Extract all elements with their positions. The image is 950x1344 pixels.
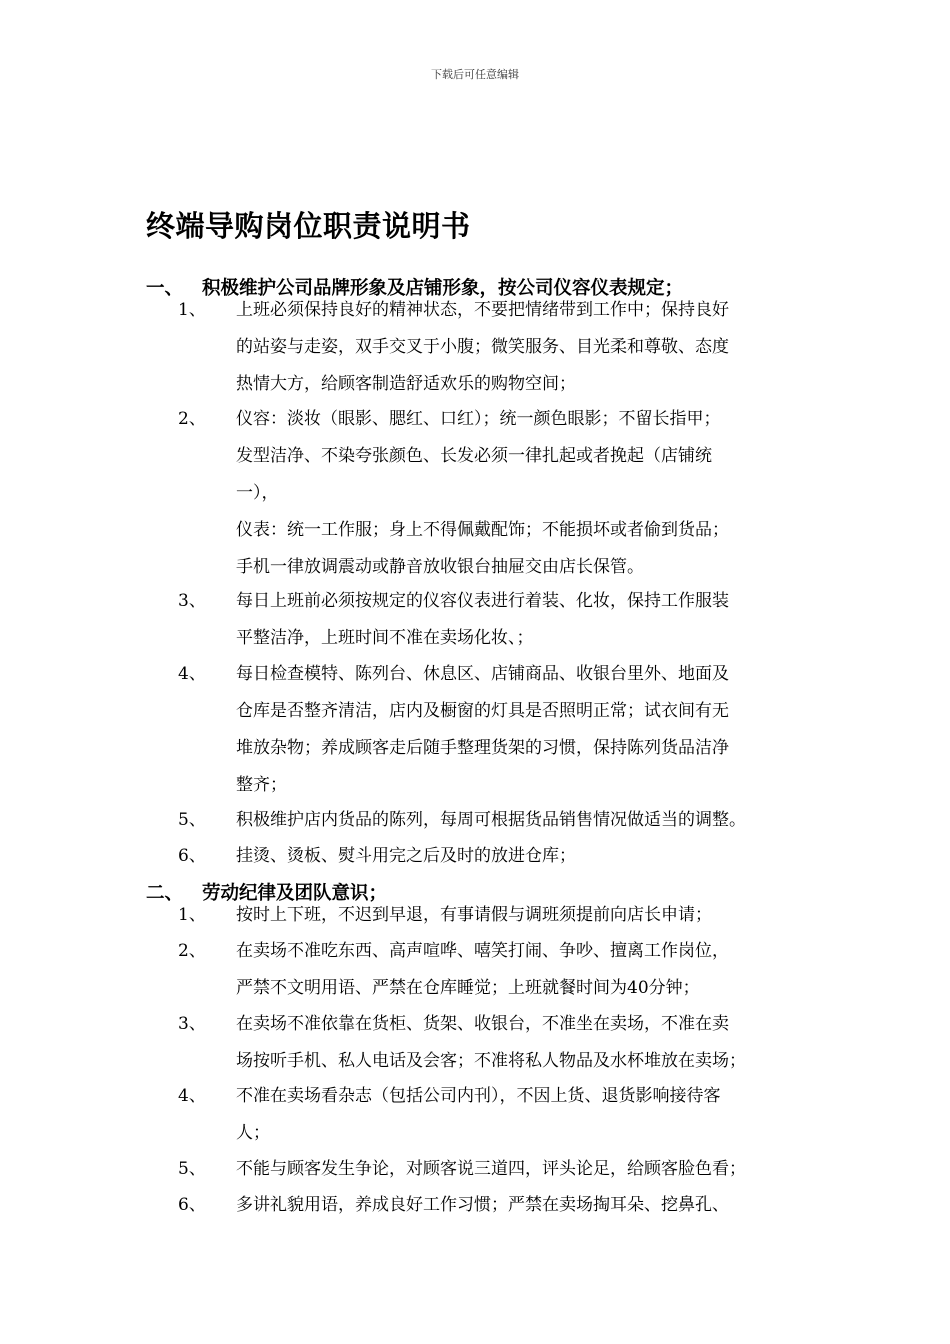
list-item (178, 401, 818, 586)
item-text: 在卖场不准吃东西、高声喧哗、嘻笑打闹、争吵、擅离工作岗位， 严禁不文明用语、严禁在仓库睡觉；上班就餐时间为40分钟； (236, 941, 729, 998)
item-number: 4、 (178, 664, 206, 684)
item-text: 挂烫、烫板、熨斗用完之后及时的放进仓库； (236, 846, 576, 866)
item-number: 6、 (178, 1195, 206, 1215)
list-item (178, 656, 818, 804)
item-text: 在卖场不准依靠在货柜、货架、收银台，不准坐在卖场，不准在卖 场按听手机、私人电话及会客；不准将私人物品及水杯堆放在卖场； (236, 1014, 746, 1071)
list-item (178, 1151, 818, 1188)
page-header-note: 下载后可任意编辑 (431, 68, 519, 81)
list-item (178, 897, 818, 934)
list-item (178, 1006, 818, 1080)
list-item (178, 1078, 818, 1152)
section-title: 积极维护公司品牌形象及店铺形象，按公司仪容仪表规定； (202, 278, 684, 299)
document-title: 终端导购岗位职责说明书 (146, 209, 471, 243)
item-number: 3、 (178, 1014, 206, 1034)
item-text: 积极维护店内货品的陈列，每周可根据货品销售情况做适当的调整。 (236, 810, 746, 830)
item-number: 1、 (178, 300, 206, 320)
section-title: 劳动纪律及团队意识； (202, 883, 388, 904)
item-number: 2、 (178, 409, 206, 429)
list-item (178, 838, 818, 875)
item-text: 上班必须保持良好的精神状态，不要把情绪带到工作中；保持良好 的站姿与走姿，双手交叉于小腹；微笑服务、目光柔和尊敬、态度 热情大方，给顾客制造舒适欢乐的购物空间； (236, 300, 729, 394)
item-number: 5、 (178, 1159, 206, 1179)
item-number: 2、 (178, 941, 206, 961)
item-number: 6、 (178, 846, 206, 866)
item-text: 每日检查模特、陈列台、休息区、店铺商品、收银台里外、地面及 仓库是否整齐清洁，店内及橱窗的灯具是否照明正常；试衣间有无 堆放杂物；养成顾客走后随手整理货架的习惯，保持陈列货品洁净 整齐； (236, 664, 729, 795)
item-text: 多讲礼貌用语，养成良好工作习惯；严禁在卖场掏耳朵、挖鼻孔、 (236, 1195, 729, 1215)
list-item (178, 802, 818, 839)
section-number: 二、 (146, 883, 184, 904)
item-text: 每日上班前必须按规定的仪容仪表进行着装、化妆，保持工作服装 平整洁净，上班时间不准在卖场化妆、； (236, 591, 729, 648)
item-number: 4、 (178, 1086, 206, 1106)
item-text: 不能与顾客发生争论，对顾客说三道四，评头论足，给顾客脸色看； (236, 1159, 746, 1179)
item-text: 仪容：淡妆（眼影、腮红、口红）；统一颜色眼影；不留长指甲； 发型洁净、不染夸张颜色、长发必须一律扎起或者挽起（店铺统 一）， 仪表：统一工作服；身上不得佩戴配饰；不能损坏或者偷到货品； 手机一律放调震动或静音放收银台抽屉交由店长保管。 (236, 409, 729, 577)
list-item (178, 1187, 818, 1224)
item-number: 3、 (178, 591, 206, 611)
section-number: 一、 (146, 278, 184, 299)
list-item (178, 583, 818, 657)
list-item (178, 933, 818, 1007)
item-number: 5、 (178, 810, 206, 830)
item-text: 按时上下班，不迟到早退，有事请假与调班须提前向店长申请； (236, 905, 712, 925)
item-text: 不准在卖场看杂志（包括公司内刊），不因上货、退货影响接待客 人； (236, 1086, 721, 1143)
list-item (178, 292, 818, 403)
item-number: 1、 (178, 905, 206, 925)
